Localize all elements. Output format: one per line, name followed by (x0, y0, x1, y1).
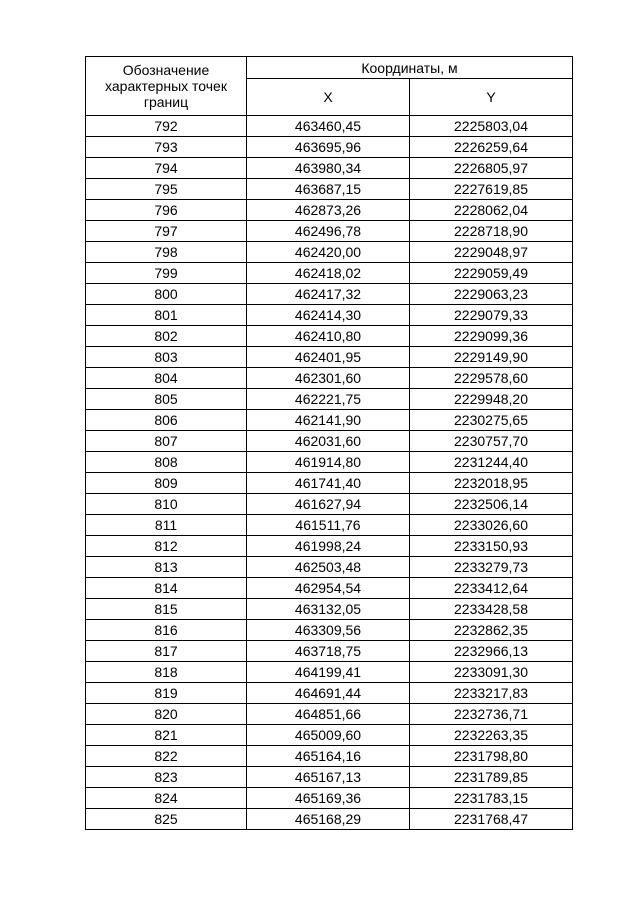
table-row (86, 683, 573, 704)
header-x: X (247, 79, 410, 116)
header-coordinates: Координаты, м (247, 57, 573, 79)
point-id-cell: 820 (86, 704, 247, 725)
point-id-cell: 815 (86, 599, 247, 620)
y-coordinate-cell: 2230757,70 (410, 431, 573, 452)
x-coordinate-cell: 463695,96 (247, 137, 410, 158)
x-coordinate-cell: 462401,95 (247, 347, 410, 368)
y-coordinate-cell: 2233428,58 (410, 599, 573, 620)
x-coordinate-cell: 465009,60 (247, 725, 410, 746)
x-coordinate-cell: 462954,54 (247, 578, 410, 599)
table-row (86, 557, 573, 578)
point-id-cell: 818 (86, 662, 247, 683)
point-id-cell: 800 (86, 284, 247, 305)
y-coordinate-cell: 2232018,95 (410, 473, 573, 494)
table-row (86, 137, 573, 158)
table-row (86, 704, 573, 725)
x-coordinate-cell: 461627,94 (247, 494, 410, 515)
x-coordinate-cell: 464199,41 (247, 662, 410, 683)
table-row (86, 431, 573, 452)
x-coordinate-cell: 461511,76 (247, 515, 410, 536)
y-coordinate-cell: 2232862,35 (410, 620, 573, 641)
y-coordinate-cell: 2231783,15 (410, 788, 573, 809)
point-id-cell: 812 (86, 536, 247, 557)
y-coordinate-cell: 2232736,71 (410, 704, 573, 725)
header-y: Y (410, 79, 573, 116)
point-id-cell: 809 (86, 473, 247, 494)
table-row (86, 767, 573, 788)
x-coordinate-cell: 462031,60 (247, 431, 410, 452)
x-coordinate-cell: 462410,80 (247, 326, 410, 347)
table-row (86, 221, 573, 242)
y-coordinate-cell: 2233026,60 (410, 515, 573, 536)
table-row (86, 326, 573, 347)
y-coordinate-cell: 2231768,47 (410, 809, 573, 830)
point-id-cell: 794 (86, 158, 247, 179)
x-coordinate-cell: 463132,05 (247, 599, 410, 620)
point-id-cell: 817 (86, 641, 247, 662)
point-id-cell: 799 (86, 263, 247, 284)
x-coordinate-cell: 465164,16 (247, 746, 410, 767)
table-row (86, 494, 573, 515)
table-row (86, 746, 573, 767)
y-coordinate-cell: 2232263,35 (410, 725, 573, 746)
y-coordinate-cell: 2229578,60 (410, 368, 573, 389)
x-coordinate-cell: 462417,32 (247, 284, 410, 305)
x-coordinate-cell: 462141,90 (247, 410, 410, 431)
point-id-cell: 796 (86, 200, 247, 221)
point-id-cell: 807 (86, 431, 247, 452)
point-id-cell: 816 (86, 620, 247, 641)
y-coordinate-cell: 2226805,97 (410, 158, 573, 179)
point-id-cell: 822 (86, 746, 247, 767)
x-coordinate-cell: 462221,75 (247, 389, 410, 410)
y-coordinate-cell: 2233150,93 (410, 536, 573, 557)
x-coordinate-cell: 462418,02 (247, 263, 410, 284)
point-id-cell: 803 (86, 347, 247, 368)
table-row (86, 788, 573, 809)
table-row (86, 368, 573, 389)
x-coordinate-cell: 462873,26 (247, 200, 410, 221)
x-coordinate-cell: 464851,66 (247, 704, 410, 725)
table-row (86, 515, 573, 536)
table-row (86, 725, 573, 746)
point-id-cell: 806 (86, 410, 247, 431)
x-coordinate-cell: 461741,40 (247, 473, 410, 494)
point-id-cell: 795 (86, 179, 247, 200)
point-id-cell: 814 (86, 578, 247, 599)
point-id-cell: 823 (86, 767, 247, 788)
y-coordinate-cell: 2228062,04 (410, 200, 573, 221)
point-id-cell: 825 (86, 809, 247, 830)
table-body (86, 116, 573, 830)
point-id-cell: 821 (86, 725, 247, 746)
table-row (86, 200, 573, 221)
point-id-cell: 813 (86, 557, 247, 578)
x-coordinate-cell: 465167,13 (247, 767, 410, 788)
x-coordinate-cell: 464691,44 (247, 683, 410, 704)
x-coordinate-cell: 463718,75 (247, 641, 410, 662)
point-id-cell: 819 (86, 683, 247, 704)
point-id-cell: 810 (86, 494, 247, 515)
point-id-cell: 798 (86, 242, 247, 263)
x-coordinate-cell: 465169,36 (247, 788, 410, 809)
x-coordinate-cell: 463980,34 (247, 158, 410, 179)
x-coordinate-cell: 463309,56 (247, 620, 410, 641)
x-coordinate-cell: 462496,78 (247, 221, 410, 242)
table-row (86, 578, 573, 599)
x-coordinate-cell: 465168,29 (247, 809, 410, 830)
y-coordinate-cell: 2229063,23 (410, 284, 573, 305)
x-coordinate-cell: 462420,00 (247, 242, 410, 263)
y-coordinate-cell: 2231798,80 (410, 746, 573, 767)
table-row (86, 284, 573, 305)
point-id-cell: 792 (86, 116, 247, 137)
point-id-cell: 797 (86, 221, 247, 242)
table-row (86, 410, 573, 431)
x-coordinate-cell: 461914,80 (247, 452, 410, 473)
y-coordinate-cell: 2229149,90 (410, 347, 573, 368)
table-row (86, 116, 573, 137)
table-row (86, 620, 573, 641)
table-row (86, 473, 573, 494)
x-coordinate-cell: 463460,45 (247, 116, 410, 137)
y-coordinate-cell: 2232506,14 (410, 494, 573, 515)
y-coordinate-cell: 2226259,64 (410, 137, 573, 158)
y-coordinate-cell: 2229079,33 (410, 305, 573, 326)
boundary-coordinates-table (85, 56, 573, 830)
x-coordinate-cell: 462414,30 (247, 305, 410, 326)
table-row (86, 452, 573, 473)
y-coordinate-cell: 2233217,83 (410, 683, 573, 704)
point-id-cell: 802 (86, 326, 247, 347)
table-row (86, 179, 573, 200)
point-id-cell: 801 (86, 305, 247, 326)
table-row (86, 305, 573, 326)
y-coordinate-cell: 2232966,13 (410, 641, 573, 662)
table-header (86, 57, 573, 116)
point-id-cell: 805 (86, 389, 247, 410)
y-coordinate-cell: 2229048,97 (410, 242, 573, 263)
x-coordinate-cell: 463687,15 (247, 179, 410, 200)
x-coordinate-cell: 462301,60 (247, 368, 410, 389)
table-row (86, 158, 573, 179)
x-coordinate-cell: 462503,48 (247, 557, 410, 578)
header-point-designation: Обозначение характерных точек границ (86, 57, 247, 116)
point-id-cell: 804 (86, 368, 247, 389)
y-coordinate-cell: 2231789,85 (410, 767, 573, 788)
y-coordinate-cell: 2233091,30 (410, 662, 573, 683)
table-row (86, 809, 573, 830)
point-id-cell: 811 (86, 515, 247, 536)
table-row (86, 599, 573, 620)
table-row (86, 263, 573, 284)
point-id-cell: 808 (86, 452, 247, 473)
y-coordinate-cell: 2233412,64 (410, 578, 573, 599)
y-coordinate-cell: 2230275,65 (410, 410, 573, 431)
y-coordinate-cell: 2231244,40 (410, 452, 573, 473)
y-coordinate-cell: 2229099,36 (410, 326, 573, 347)
y-coordinate-cell: 2229059,49 (410, 263, 573, 284)
table-row (86, 536, 573, 557)
point-id-cell: 793 (86, 137, 247, 158)
point-id-cell: 824 (86, 788, 247, 809)
table-row (86, 242, 573, 263)
table-row (86, 347, 573, 368)
table-row (86, 662, 573, 683)
y-coordinate-cell: 2227619,85 (410, 179, 573, 200)
y-coordinate-cell: 2228718,90 (410, 221, 573, 242)
x-coordinate-cell: 461998,24 (247, 536, 410, 557)
y-coordinate-cell: 2229948,20 (410, 389, 573, 410)
y-coordinate-cell: 2233279,73 (410, 557, 573, 578)
y-coordinate-cell: 2225803,04 (410, 116, 573, 137)
table-row (86, 641, 573, 662)
table-row (86, 389, 573, 410)
